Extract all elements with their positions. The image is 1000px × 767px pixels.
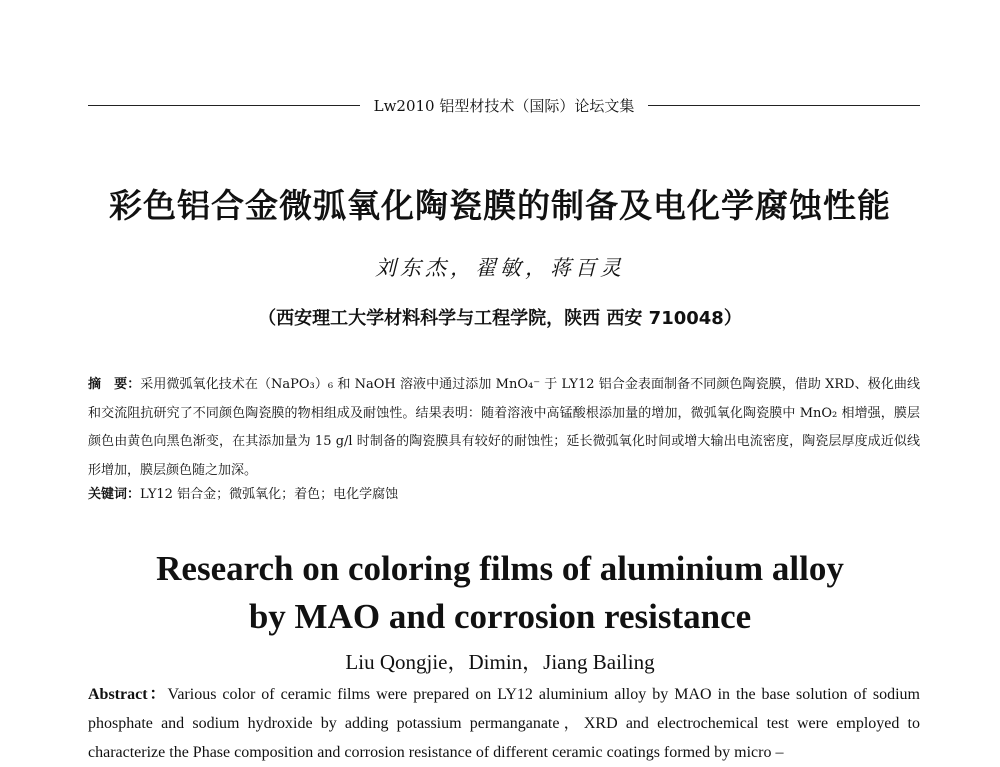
affiliation-cn: （西安理工大学材料科学与工程学院，陕西 西安 710048） bbox=[258, 308, 742, 329]
paper-title-cn: 彩色铝合金微弧氧化陶瓷膜的制备及电化学腐蚀性能 bbox=[109, 186, 891, 225]
abstract-text-cn: 采用微弧氧化技术在（NaPO₃）₆ 和 NaOH 溶液中通过添加 MnO₄⁻ 于 LY12 铝合金表面制备不同颜色陶瓷膜，借助 XRD、极化曲线和交流阻抗研究了不同颜色陶瓷膜的物相组成及耐蚀性。结果表明：随着溶液中高锰酸根添加量的增加，微弧氧化陶瓷膜中 MnO₂ 相增强，膜层颜色由黄色向黑色渐变，在其添加量为 15 g/l 时制备的陶瓷膜具有较好的耐蚀性；延长微弧氧化时间或增大输出电流密度，陶瓷层厚度成近似线形增加，膜层颜色随之加深。 bbox=[88, 377, 920, 478]
authors-cn: 刘东杰，翟敏，蒋百灵 bbox=[375, 256, 625, 280]
running-header bbox=[88, 92, 920, 118]
header-rule-right bbox=[648, 105, 920, 106]
keywords-text-cn: LY12 铝合金；微弧氧化；着色；电化学腐蚀 bbox=[140, 487, 399, 502]
title-en-line2: by MAO and corrosion resistance bbox=[248, 597, 752, 636]
paper-title-en bbox=[0, 545, 1000, 641]
header-rule-left bbox=[88, 105, 360, 106]
keywords-cn bbox=[88, 483, 920, 507]
abstract-label-en: Abstract： bbox=[88, 686, 168, 703]
abstract-cn bbox=[88, 371, 920, 485]
abstract-text-en: Various color of ceramic films were prepared on LY12 aluminium alloy by MAO in the base solution of sodium phosphate and sodium hydroxide by adding potassium permanganate，XRD and electrochemical test were employed to characterize the Phase composition and corrosion resistance of different ceramic coatings formed by micro – bbox=[88, 686, 921, 761]
title-en-line1: Research on coloring films of aluminium alloy bbox=[156, 549, 844, 588]
running-title: Lw2010 铝型材技术（国际）论坛文集 bbox=[373, 96, 635, 115]
abstract-en bbox=[88, 680, 920, 767]
keywords-label-cn: 关键词： bbox=[88, 487, 141, 502]
authors-en: Liu Qongjie，Dimin，Jiang Bailing bbox=[345, 650, 655, 674]
abstract-label-cn: 摘 要： bbox=[88, 377, 141, 392]
